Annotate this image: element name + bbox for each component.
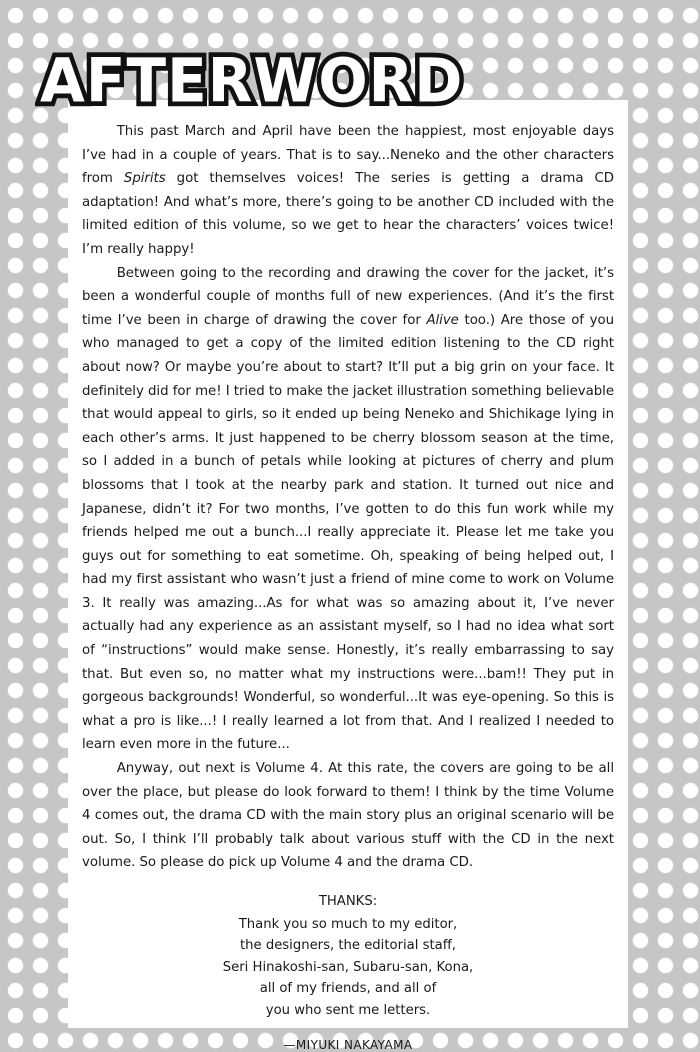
paragraph-3-text: Anyway, out next is Volume 4. At this rate, the covers are going to be all over the place, but please do look forward to them! I think by the time Volume 4 comes out, the drama CD with the main story plus an original scenario will be out. So, I think I’ll probably talk about various stuff with the CD in the next volume. So please do pick up Volume 4 and the drama CD. xyxy=(82,761,614,871)
thanks-heading: THANKS: xyxy=(318,894,378,909)
thanks-line: the designers, the editorial staff, xyxy=(239,938,457,953)
paragraph-2 xyxy=(82,262,614,757)
paragraph-1 xyxy=(82,120,614,262)
paragraph-3 xyxy=(82,757,614,875)
paragraph-1-text-end: got themselves voices! The series is getting a drama CD adaptation! And what’s more, there’s going to be another CD included with the limited edition of this volume, so we get to hear the characters’ voices twice! I’m really happy! xyxy=(82,171,615,257)
thanks-line: Seri Hinakoshi-san, Subaru-san, Kona, xyxy=(222,959,474,975)
afterword-panel xyxy=(68,100,628,1052)
author-signature: —MIYUKI NAKAYAMA xyxy=(283,1038,413,1052)
paragraph-2-title-alive: Alive xyxy=(426,312,459,328)
paragraph-1-title-spirits: Spirits xyxy=(123,171,166,187)
paragraph-2-text-end: too.) Are those of you who managed to get a copy of the limited edition listening to the CD right about now? Or maybe you’re about to start? It’ll put a big grin on your face. It definitely did for me! I tried to make the jacket illustration something believable that would appeal to girls, so it ended up being Neneko and Shichikage lying in each other’s arms. It just happened to be cherry blossom season at the time, so I added in a bunch of petals while looking at pictures of cherry and plum blossoms that I took at the nearby park and station. It turned out nice and Japanese, didn’t it? For two months, I’ve gotten to do this fun work while my friends helped me out a bunch...I really appreciate it. Please let me take you guys out for something to eat sometime. Oh, speaking of being helped out, I had my first assistant who wasn’t just a friend of mine come to work on Volume 3. It really was amazing...As for what was so amazing about it, I’ve never actually had any experience as an assistant myself, so I had no idea what sort of “instructions” would make sense. Honestly, it’s really embarrassing to say that. But even so, no matter what my instructions were...bam!! They put in gorgeous backgrounds! Wonderful, so wonderful...It was eye-opening. So this is what a pro is like...! I really learned a lot from that. And I realized I needed to learn even more in the future... xyxy=(82,312,614,753)
thanks-line: Thank you so much to my editor, xyxy=(238,916,458,932)
thanks-section xyxy=(82,891,614,1021)
paragraph-2-text-start: Between going to the recording and drawing the cover for the jacket, it’s been a wonderful couple of months full of new experiences. (And it’s the first time I’ve been in charge of drawing the cover for xyxy=(82,265,614,328)
page-title: AFTERWORD xyxy=(40,44,464,117)
thanks-line: you who sent me letters. xyxy=(265,1002,431,1018)
paragraph-1-text-start: This past March and April have been the happiest, most enjoyable days I’ve had in a couple of years. That is to say...Neneko and the other characters from xyxy=(82,124,614,187)
thanks-line: all of my friends, and all of xyxy=(259,981,437,996)
